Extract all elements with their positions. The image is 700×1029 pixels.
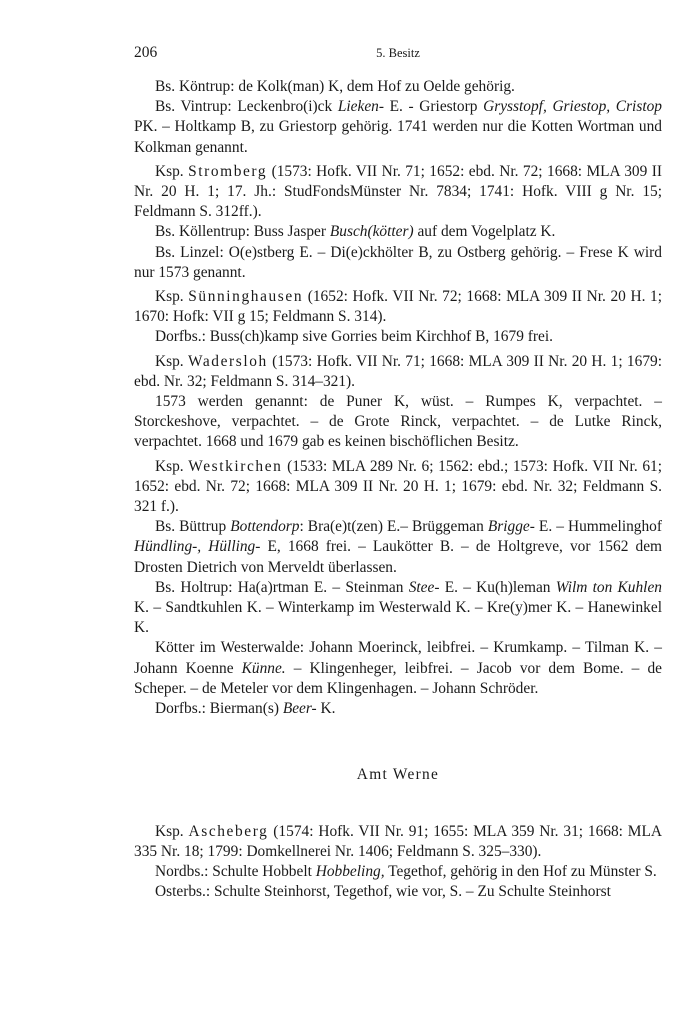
parish-name: Stromberg: [188, 162, 268, 180]
text-segment: Tegethof, gehörig in den Hof zu Münster S.: [384, 862, 657, 880]
text-segment: (1652: Hofk. VII Nr. 72; 1668: MLA 309 II Nr. 20 H. 1; 1670: Hofk: VII g 15; Feldmann S. 314).: [134, 288, 662, 326]
text-segment: Bs. Köntrup: de Kolk(man) K, dem Hof zu Oelde gehörig.: [155, 78, 515, 95]
page-header: [134, 44, 662, 64]
italic-variant: Lieken-: [337, 98, 384, 116]
text-segment: E. – Ku(h)leman: [439, 578, 556, 596]
text-segment: auf dem Vogelplatz K.: [413, 223, 556, 241]
paragraph: [134, 699, 662, 719]
section-heading: Amt Werne: [356, 766, 440, 784]
italic-variant: Hündling-, Hülling-: [134, 538, 261, 556]
paragraph: [134, 638, 662, 699]
italic-variant: Busch(kötter): [329, 223, 414, 241]
text-segment: Ksp.: [155, 288, 189, 306]
text-segment: Ksp.: [155, 162, 189, 180]
page-body: [134, 77, 662, 902]
text-segment: Bs. Vintrup: Leckenbro(i)ck: [155, 98, 338, 116]
text-segment: : Bra(e)t(zen) E.– Brüggeman: [299, 518, 488, 536]
paragraph: [134, 352, 662, 392]
text-block-amt-werne: [134, 822, 662, 903]
text-segment: Bs. Holtrup: Ha(a)rtman E. – Steinman: [155, 578, 409, 596]
text-segment: (1573: Hofk. VII Nr. 71; 1652: ebd. Nr. 72; 1668: MLA 309 II Nr. 20 H. 1; 17. Jh.: StudFondsMünster Nr. 7834; 1741: Hofk. VIII g Nr. 15; Feldmann S. 312ff.).: [134, 162, 662, 221]
paragraph: [134, 222, 662, 242]
paragraph: [134, 327, 662, 347]
text-segment: E, 1668 frei. – Laukötter B. – de Holtgreve, vor 1562 dem Drosten Dietrich von Merveldt überlassen.: [134, 538, 662, 576]
text-segment: PK. – Holtkamp B, zu Griestorp gehörig. 1741 werden nur die Kotten Wortman und Kolkman genannt.: [134, 118, 662, 156]
italic-variant: Künne.: [241, 659, 286, 677]
text-segment: E. – Hummelinghof: [534, 518, 663, 536]
text-segment: (1573: Hofk. VII Nr. 71; 1668: MLA 309 II Nr. 20 H. 1; 1679: ebd. Nr. 32; Feldmann S. 314–321).: [134, 352, 662, 390]
text-segment: – Klingenheger, leibfrei. – Jacob vor dem Bome. – de Scheper. – de Meteler vor dem Klingenhagen. – Johann Schröder.: [134, 659, 662, 697]
text-segment: Bs. Köllentrup: Buss Jasper: [155, 223, 330, 241]
paragraph: [134, 457, 662, 518]
paragraph: [134, 97, 662, 158]
paragraph: [134, 287, 662, 327]
paragraph: [134, 822, 662, 862]
text-segment: Bs. Linzel: O(e)stberg E. – Di(e)ckhölter B, zu Ostberg gehörig. – Frese K wird nur 1573 genannt.: [134, 243, 662, 281]
paragraph: [134, 517, 662, 578]
text-segment: Kötter im Westerwalde: Johann Moerinck, leibfrei. – Krumkamp. – Tilman K. – Johann Koenne: [134, 639, 662, 677]
paragraph: [134, 862, 662, 882]
text-segment: (1533: MLA 289 Nr. 6; 1562: ebd.; 1573: Hofk. VII Nr. 61; 1652: ebd. Nr. 72; 1668: MLA 309 II Nr. 20 H. 1; 1679: ebd. Nr. 32; Feldmann S. 321 f.).: [134, 457, 662, 516]
text-segment: Dorfbs.: Bierman(s): [155, 700, 283, 718]
italic-variant: Beer-: [282, 700, 317, 718]
text-segment: K.: [316, 700, 336, 718]
paragraph: [134, 882, 662, 902]
text-segment: Dorfbs.: Buss(ch)kamp sive Gorries beim Kirchhof B, 1679 frei.: [155, 328, 553, 346]
parish-name: Sünninghausen: [188, 288, 304, 306]
text-segment: (1574: Hofk. VII Nr. 91; 1655: MLA 359 Nr. 31; 1668: MLA 335 Nr. 18; 1799: Domkellnerei Nr. 1406; Feldmann S. 325–330).: [134, 822, 663, 860]
text-segment: Ksp.: [155, 457, 189, 475]
text-block-amt-stromberg: [134, 77, 662, 719]
running-head: 5. Besitz: [376, 46, 420, 60]
text-segment: Ksp.: [155, 352, 188, 370]
text-segment: 1573 werden genannt: de Puner K, wüst. – Rumpes K, verpachtet. – Storckeshove, verpachtet. – de Grote Rinck, verpachtet. – de Lutke Rinck, verpachtet. 1668 und 1679 gab es keinen bischöflichen Besitz.: [134, 393, 662, 451]
italic-variant: Grysstopf, Griestop, Cristop: [483, 98, 662, 116]
paragraph: [134, 578, 662, 639]
text-segment: Bs. Büttrup: [155, 518, 231, 536]
italic-variant: Wilm ton Kuhlen: [555, 578, 662, 596]
page-number: 206: [134, 44, 158, 61]
text-segment: Osterbs.: Schulte Steinhorst, Tegethof, wie vor, S. – Zu Schulte Steinhorst: [155, 883, 611, 901]
italic-variant: Stee-: [408, 578, 440, 596]
paragraph: [134, 162, 662, 223]
paragraph: [134, 77, 662, 97]
text-segment: Nordbs.: Schulte Hobbelt: [155, 862, 316, 880]
parish-name: Wadersloh: [187, 352, 268, 370]
parish-name: Ascheberg: [188, 822, 269, 840]
text-segment: K. – Sandtkuhlen K. – Winterkamp im Westerwald K. – Kre(y)mer K. – Hanewinkel K.: [134, 599, 662, 637]
text-segment: E. - Griestorp: [384, 98, 484, 116]
parish-name: Westkirchen: [188, 457, 283, 475]
paragraph: [134, 392, 662, 453]
paragraph: [134, 243, 662, 283]
italic-variant: Bottendorp: [230, 518, 300, 536]
text-segment: Ksp.: [155, 822, 189, 840]
italic-variant: Hobbeling,: [315, 862, 385, 880]
italic-variant: Brigge-: [487, 518, 535, 536]
